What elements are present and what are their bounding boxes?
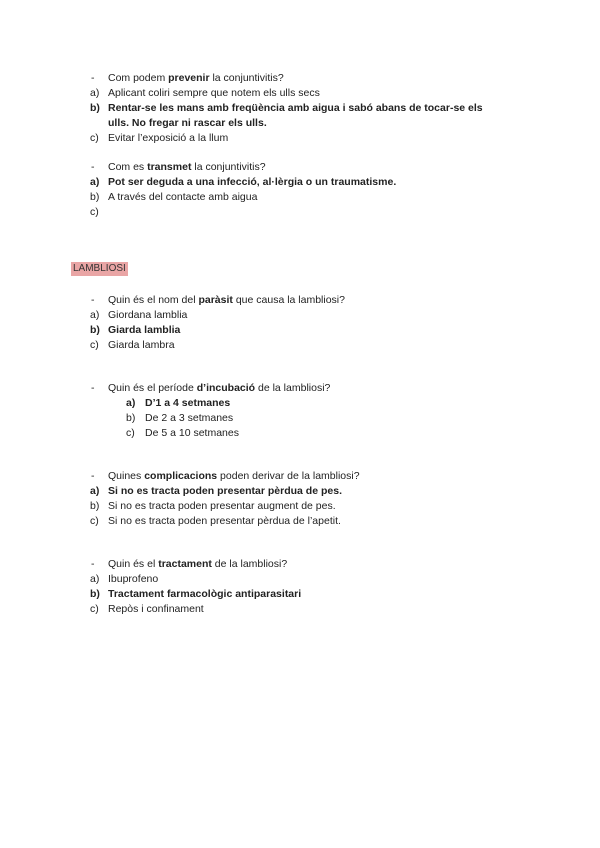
question-text: Com podem prevenir la conjuntivitis? <box>108 72 284 84</box>
section-title: LAMBLIOSI <box>73 263 126 274</box>
question-text: Com es transmet la conjuntivitis? <box>108 161 266 173</box>
question-text: Quines complicacions poden derivar de la lambliosi? <box>108 470 360 482</box>
question-text: Quin és el tractament de la lambliosi? <box>108 558 288 570</box>
list-dash: - <box>91 382 95 394</box>
list-dash: - <box>91 558 95 570</box>
list-dash: - <box>91 294 95 306</box>
list-dash: - <box>91 72 95 84</box>
question-text: Quin és el període d’incubació de la lambliosi? <box>108 382 331 394</box>
question-text: Quin és el nom del paràsit que causa la lambliosi? <box>108 294 345 306</box>
list-dash: - <box>91 161 95 173</box>
list-dash: - <box>91 470 95 482</box>
